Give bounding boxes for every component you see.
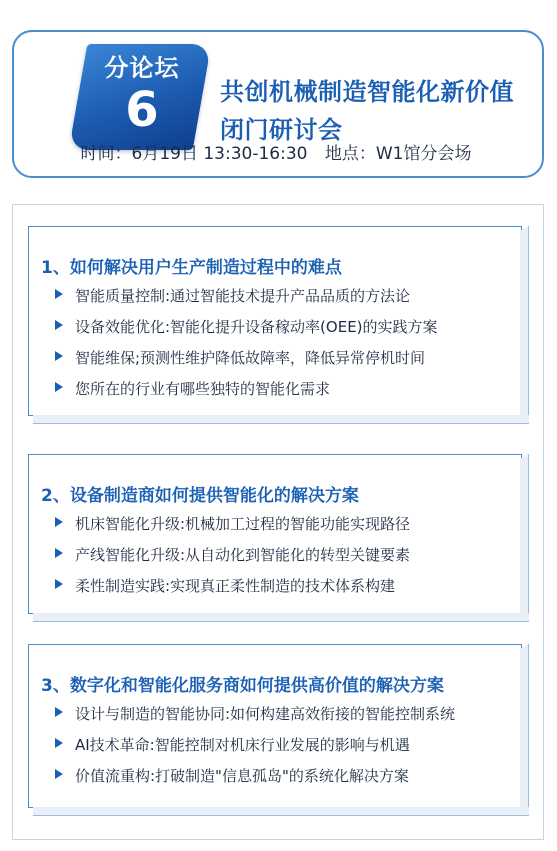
bullet-arrow-icon: [55, 351, 63, 361]
topic-section-1: [28, 226, 522, 416]
forum-time: 时间：6月19日 13:30-16:30: [80, 144, 308, 164]
forum-location: 地点：W1馆分会场: [324, 144, 472, 164]
list-item: 柔性制造实践:实现真正柔性制造的技术体系构建: [75, 575, 395, 596]
bullet-arrow-icon: [55, 517, 63, 527]
list-item: 设计与制造的智能协同:如何构建高效衔接的智能控制系统: [75, 703, 455, 724]
topic-section-3: [28, 644, 522, 808]
list-item: 产线智能化升级:从自动化到智能化的转型关键要素: [75, 544, 410, 565]
forum-badge-number: 6: [125, 82, 159, 138]
topic-title: 3、数字化和智能化服务商如何提供高价值的解决方案: [41, 676, 444, 696]
list-item: 机床智能化升级:机械加工过程的智能功能实现路径: [75, 513, 410, 534]
list-item: 价值流重构:打破制造"信息孤岛"的系统化解决方案: [75, 765, 409, 786]
bullet-arrow-icon: [55, 382, 63, 392]
list-item: 设备效能优化:智能化提升设备稼动率(OEE)的实践方案: [75, 316, 438, 337]
topic-title: 1、如何解决用户生产制造过程中的难点: [41, 258, 342, 278]
bullet-arrow-icon: [55, 579, 63, 589]
forum-title-line2: 闭门研讨会: [220, 116, 343, 144]
topic-section-2: [28, 454, 522, 614]
list-item: 智能质量控制:通过智能技术提升产品品质的方法论: [75, 285, 410, 306]
list-item: 智能维保;预测性维护降低故障率，降低异常停机时间: [75, 347, 425, 368]
bullet-arrow-icon: [55, 548, 63, 558]
bullet-arrow-icon: [55, 769, 63, 779]
forum-title-line1: 共创机械制造智能化新价值: [220, 78, 514, 106]
list-item: 您所在的行业有哪些独特的智能化需求: [75, 378, 330, 399]
forum-meta: [12, 139, 540, 164]
topic-title: 2、设备制造商如何提供智能化的解决方案: [41, 486, 359, 506]
forum-badge-label: 分论坛: [104, 54, 180, 82]
bullet-arrow-icon: [55, 707, 63, 717]
bullet-arrow-icon: [55, 320, 63, 330]
bullet-arrow-icon: [55, 738, 63, 748]
bullet-arrow-icon: [55, 289, 63, 299]
list-item: AI技术革命:智能控制对机床行业发展的影响与机遇: [75, 734, 410, 755]
